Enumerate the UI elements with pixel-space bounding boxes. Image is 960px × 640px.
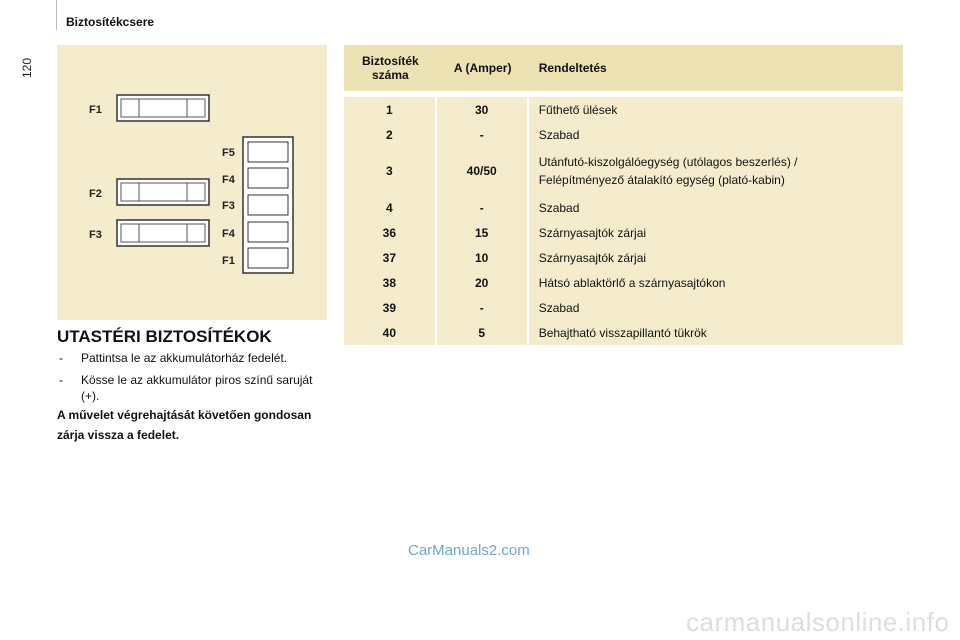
footer-watermark: carmanualsonline.info (686, 607, 950, 637)
fuse-table (344, 45, 903, 345)
table-row (344, 147, 903, 195)
fuse-purpose: Szárnyasajtók zárjai (529, 220, 903, 245)
table-row (344, 320, 903, 345)
fuse-purpose: Szabad (529, 122, 903, 147)
fuse-box-diagram (57, 45, 327, 320)
closing-note: A művelet végrehajtását követően gondosan zárja vissza a fedelet. (57, 408, 312, 442)
fuse-purpose: Hátsó ablaktörlő a szárnyasajtókon (529, 270, 903, 295)
fuse-label: F5 (222, 147, 235, 159)
instruction-step (57, 372, 327, 404)
fuse-number: 39 (344, 295, 437, 320)
table-row (344, 245, 903, 270)
header-fuse-number: Biztosíték száma (344, 45, 437, 91)
fuse-label: F4 (222, 228, 235, 240)
fuse-f2-left (117, 179, 209, 205)
fuse-number: 38 (344, 270, 437, 295)
section-title: UTASTÉRI BIZTOSÍTÉKOK (57, 327, 272, 346)
fuse-amp: 40/50 (437, 147, 529, 195)
instruction-list (57, 350, 327, 410)
page-number: 120 (20, 57, 34, 78)
fuse-box-illustration (57, 45, 327, 320)
header-amp: A (Amper) (437, 45, 529, 91)
fuse-purpose: Szabad (529, 195, 903, 220)
fuse-amp: 10 (437, 245, 529, 270)
fuse-label: F2 (89, 188, 102, 200)
fuse-f1-left (117, 95, 209, 121)
header-purpose: Rendeltetés (529, 45, 903, 91)
fuse-number: 4 (344, 195, 437, 220)
fuse-number: 40 (344, 320, 437, 345)
table-row (344, 295, 903, 320)
fuse-label: F3 (222, 200, 235, 212)
table-header-row (344, 45, 903, 91)
fuse-amp: - (437, 122, 529, 147)
fuse-label: F1 (222, 255, 235, 267)
watermark-link[interactable]: CarManuals2.com (408, 542, 530, 559)
fuse-amp: 20 (437, 270, 529, 295)
step-dash: - (59, 351, 63, 365)
fuse-label: F4 (222, 174, 235, 186)
fuse-amp: 5 (437, 320, 529, 345)
fuse-number: 1 (344, 97, 437, 122)
fuse-f3-left (117, 220, 209, 246)
step-dash: - (59, 373, 63, 387)
table-row (344, 195, 903, 220)
table-row (344, 270, 903, 295)
fuse-block-right (243, 137, 293, 273)
section-header: Biztosítékcsere (66, 15, 155, 29)
fuse-label: F1 (89, 104, 102, 116)
table-row (344, 220, 903, 245)
fuse-number: 36 (344, 220, 437, 245)
step-text: Pattintsa le az akkumulátorház fedelét. (81, 351, 288, 365)
fuse-purpose: Utánfutó-kiszolgálóegység (utólagos beszerlés) / Felépítményező átalakító egység (plató-kabin) (529, 147, 903, 195)
fuse-number: 3 (344, 147, 437, 195)
fuse-purpose: Fűthető ülések (529, 97, 903, 122)
fuse-number: 2 (344, 122, 437, 147)
fuse-amp: - (437, 195, 529, 220)
table-row (344, 97, 903, 122)
instruction-step (57, 350, 327, 366)
margin-rule (56, 0, 57, 30)
table-row (344, 122, 903, 147)
step-text: Kösse le az akkumulátor piros színű saruját (+). (81, 373, 313, 403)
fuse-purpose: Szárnyasajtók zárjai (529, 245, 903, 270)
fuse-purpose: Behajtható visszapillantó tükrök (529, 320, 903, 345)
fuse-amp: - (437, 295, 529, 320)
fuse-number: 37 (344, 245, 437, 270)
fuse-amp: 15 (437, 220, 529, 245)
fuse-label: F3 (89, 229, 102, 241)
fuse-amp: 30 (437, 97, 529, 122)
fuse-purpose: Szabad (529, 295, 903, 320)
